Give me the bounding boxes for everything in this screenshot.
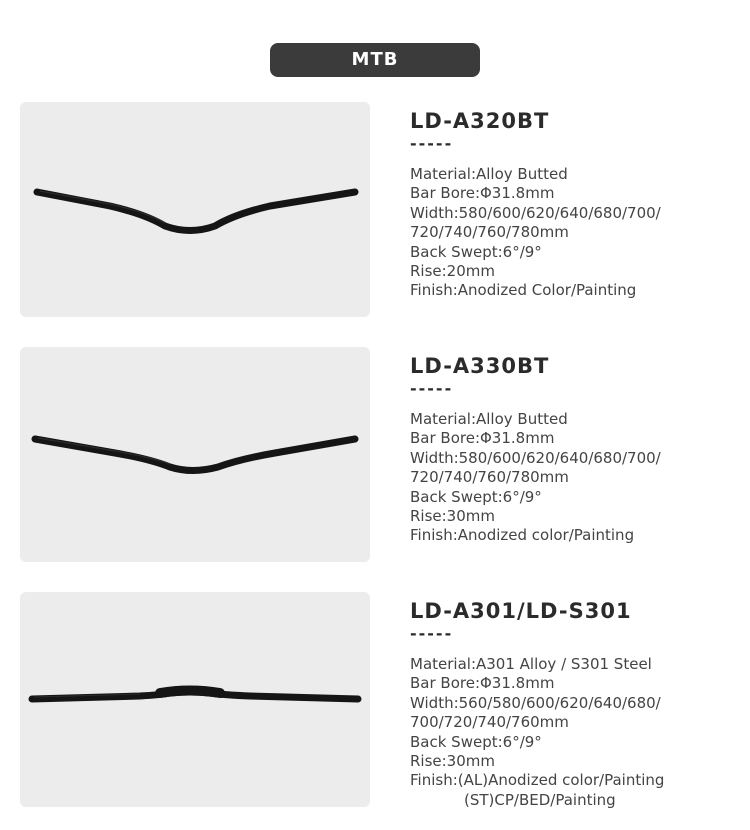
spec-list [410, 410, 745, 546]
spec-width: Width:580/600/620/640/680/700/ [410, 203, 661, 222]
product-info [410, 353, 745, 546]
spec-rise: Rise:30mm [410, 507, 495, 526]
product-image-card [20, 347, 370, 562]
spec-width-cont: 700/720/740/760mm [410, 713, 569, 732]
spec-back-swept: Back Swept:6°/9° [410, 732, 542, 751]
spec-material: Material:Alloy Butted [410, 165, 568, 183]
handlebar-image [20, 102, 370, 317]
spec-rise: Rise:20mm [410, 262, 495, 281]
spec-list [410, 655, 745, 810]
product-title: LD-A330BT [410, 354, 550, 378]
spec-finish: Finish:Anodized Color/Painting [410, 281, 637, 300]
product-title: LD-A320BT [410, 109, 550, 133]
title-divider: ----- [410, 624, 454, 643]
spec-bar-bore: Bar Bore:Φ31.8mm [410, 184, 555, 203]
title-divider: ----- [410, 134, 454, 153]
spec-width: Width:580/600/620/640/680/700/ [410, 448, 661, 467]
spec-material: Material:Alloy Butted [410, 410, 568, 428]
spec-width-cont: 720/740/760/780mm [410, 223, 569, 242]
spec-finish: Finish:Anodized color/Painting [410, 526, 635, 545]
spec-width: Width:560/580/600/620/640/680/ [410, 693, 661, 712]
product-image-card [20, 592, 370, 807]
spec-rise: Rise:30mm [410, 752, 495, 771]
spec-list [410, 165, 745, 301]
spec-bar-bore: Bar Bore:Φ31.8mm [410, 429, 555, 448]
product-title: LD-A301/LD-S301 [410, 599, 632, 623]
product-image-card [20, 102, 370, 317]
handlebar-image [20, 347, 370, 562]
spec-finish: Finish:(AL)Anodized color/Painting [410, 771, 665, 790]
product-info [410, 108, 745, 301]
category-badge: MTB [270, 43, 480, 77]
spec-material: Material:A301 Alloy / S301 Steel [410, 655, 652, 673]
product-info [410, 598, 745, 810]
handlebar-image [20, 592, 370, 807]
title-divider: ----- [410, 379, 454, 398]
spec-finish-cont: (ST)CP/BED/Painting [464, 790, 616, 809]
spec-bar-bore: Bar Bore:Φ31.8mm [410, 674, 555, 693]
spec-width-cont: 720/740/760/780mm [410, 468, 569, 487]
spec-back-swept: Back Swept:6°/9° [410, 242, 542, 261]
spec-back-swept: Back Swept:6°/9° [410, 487, 542, 506]
